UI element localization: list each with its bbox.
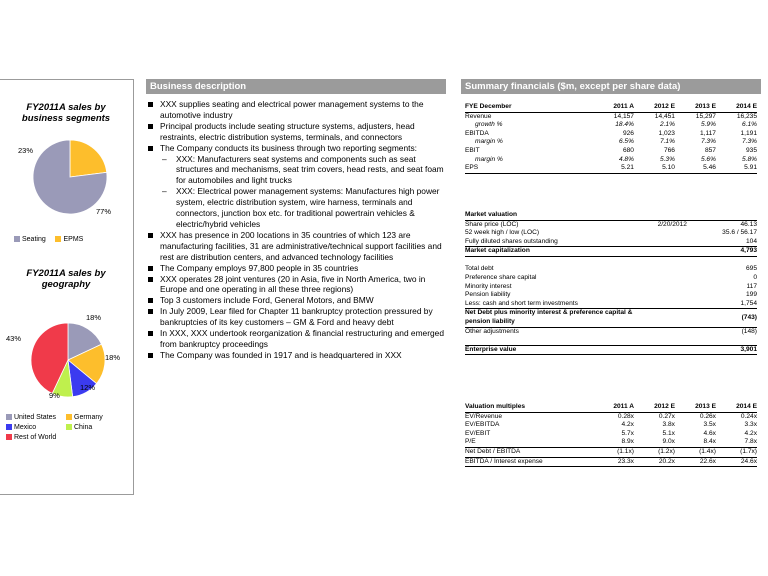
legend-item-us (6, 413, 66, 423)
table-row (465, 238, 757, 247)
row-date (646, 265, 687, 274)
cell-value: 926 (622, 129, 634, 137)
cell-value: 5.10 (634, 164, 675, 173)
row-label: Less: cash and short term investments (465, 300, 646, 309)
row-date (646, 291, 687, 300)
row-label (465, 336, 646, 345)
cell-value: 695 (745, 265, 757, 273)
table-row (465, 265, 757, 274)
cell-value: 18.4% (615, 121, 634, 129)
cell-value: 680 (622, 146, 634, 154)
row-label: margin % (475, 138, 503, 146)
cell-value: 1,117 (699, 129, 716, 137)
row-date (646, 309, 687, 327)
pie-label-rest: 43% (6, 334, 22, 343)
cell-value: 6.1% (741, 121, 757, 129)
row-label: Total debt (465, 265, 494, 273)
table-row (465, 430, 757, 439)
cell-value: 117 (746, 282, 757, 290)
row-date (646, 345, 687, 355)
legend-item-rest (6, 434, 56, 441)
table-row (465, 283, 757, 292)
cell-value: 1,191 (740, 129, 757, 137)
row-label: Net Debt / EBITDA (465, 447, 521, 455)
column-header: 2011 A (593, 403, 634, 412)
valuation-multiples-table (465, 403, 757, 467)
cell-value: 14,451 (634, 112, 675, 121)
description-sub-item: – XXX: Manufacturers seat systems and components such as seat structures and mechanisms, seat trim covers, head rests, and seat foam for automobiles and light trucks (146, 154, 446, 187)
sales-charts-panel (0, 79, 134, 495)
table-row (465, 300, 757, 309)
table-row (465, 130, 757, 139)
cell-value: 7.1% (659, 138, 675, 146)
description-item: The Company was founded in 1917 and is headquartered in XXX (146, 350, 446, 361)
cell-value: 3.3x (744, 421, 757, 429)
cell-value: 5.6% (700, 155, 716, 163)
cell-value: 35.6 / 56.17 (722, 229, 757, 237)
pie-label-mexico: 12% (80, 383, 96, 392)
cell-value: 1,754 (687, 300, 757, 309)
pie-label-china: 9% (49, 391, 60, 400)
cell-value: 0 (753, 274, 757, 282)
legend-label: EPMS (63, 236, 84, 243)
pie-label-germany: 18% (105, 353, 121, 362)
cell-value: 2.1% (659, 121, 675, 129)
row-label: Revenue (465, 112, 593, 121)
table-row (465, 447, 757, 457)
table-row (465, 336, 757, 345)
description-item: The Company employs 97,800 people in 35 countries (146, 263, 446, 274)
table-row (465, 147, 757, 156)
cell-value: 4.8% (618, 155, 634, 163)
row-label: Pension liability (465, 291, 511, 299)
row-date (646, 274, 687, 283)
row-label: EBIT (465, 146, 480, 154)
column-header: Valuation multiples (465, 403, 593, 412)
cell-value: (1.7x) (740, 447, 757, 455)
cell-value: 5.91 (716, 164, 757, 173)
legend-item-epms (55, 236, 83, 243)
row-label: P/E (465, 438, 593, 447)
column-header: 2011 A (593, 103, 634, 112)
legend-swatch (14, 236, 20, 242)
cell-value (687, 256, 757, 265)
table-header-row (465, 103, 757, 112)
cell-value: 16,235 (716, 112, 757, 121)
description-sub-item: – XXX: Electrical power management systems: Manufactures high power system, electric distribution system, wire harness, terminals and connectors, junction box etc. for traditional powertrain vehicles & electric/hybrid vehicles (146, 186, 446, 230)
valuation-title-row (465, 211, 757, 220)
description-item: In July 2009, Lear filed for Chapter 11 bankruptcy protection pressured by bankruptcies of its key customers – GM & Ford and heavy debt (146, 306, 446, 328)
cell-value: 3.8x (662, 421, 675, 429)
table-row (465, 256, 757, 265)
legend-item-mexico (6, 423, 66, 433)
cell-value: 46.13 (687, 220, 757, 229)
row-date: 2/20/2012 (646, 220, 687, 229)
table-row (465, 121, 757, 130)
row-label: margin % (475, 155, 503, 163)
row-date (646, 238, 687, 247)
cell-value: 5.3% (659, 155, 675, 163)
cell-value: 8.9x (593, 438, 634, 447)
pie-label-seating: 77% (96, 207, 112, 216)
table-row (465, 457, 757, 467)
geography-chart-title: FY2011A sales by geography (26, 268, 106, 290)
geography-legend (6, 413, 131, 443)
table-row (465, 438, 757, 447)
legend-item-china (66, 424, 92, 431)
market-valuation-table (465, 211, 757, 355)
row-label: EBITDA / Interest expense (465, 457, 593, 467)
cell-value: 4.2x (621, 421, 634, 429)
cell-value: 5.7x (621, 429, 634, 437)
legend-item-germany (66, 414, 103, 421)
column-header: 2013 E (675, 103, 716, 112)
cell-value: 5.21 (593, 164, 634, 173)
table-row (465, 421, 757, 430)
table-row (465, 345, 757, 355)
table-row (465, 112, 757, 121)
description-list (146, 99, 446, 361)
cell-value: 14,157 (593, 112, 634, 121)
legend-swatch (6, 424, 12, 430)
table-row (465, 138, 757, 147)
column-header: 2014 E (716, 103, 757, 112)
description-item: Principal products include seating structure systems, adjusters, head restraints, electric distribution systems, terminals, and connectors (146, 121, 446, 143)
cell-value: 0.26x (675, 412, 716, 421)
summary-financials-table (465, 103, 757, 174)
pie-label-us: 18% (86, 313, 102, 322)
row-label: growth % (475, 121, 503, 129)
row-label: Minority interest (465, 282, 512, 290)
cell-value: 766 (663, 146, 675, 154)
valuation-title: Market valuation (465, 211, 518, 218)
description-item: The Company conducts its business through two reporting segments: (146, 143, 446, 154)
legend-label: Rest of World (14, 434, 57, 441)
description-item: XXX supplies seating and electrical power management systems to the automotive industry (146, 99, 446, 121)
cell-value: (1.2x) (658, 447, 675, 455)
cell-value: 0.27x (634, 412, 675, 421)
cell-value: 8.4x (675, 438, 716, 447)
row-label: EV/EBIT (465, 429, 491, 437)
cell-value: 3.5x (703, 421, 716, 429)
column-header: 2013 E (675, 403, 716, 412)
table-row (465, 229, 757, 238)
cell-value: 6.5% (618, 138, 634, 146)
row-label: EV/Revenue (465, 412, 593, 421)
description-item: XXX has presence in 200 locations in 35 countries of which 123 are manufacturing facilities, 31 are administrative/technical support facilities and rest are distribution centers, and advanced technology facilities (146, 230, 446, 263)
table-row (465, 247, 757, 257)
cell-value (687, 336, 757, 345)
pie-slice-epms (70, 140, 107, 177)
business-description (146, 99, 446, 361)
row-date (646, 336, 687, 345)
cell-value: 24.6x (716, 457, 757, 467)
cell-value: 7.3% (741, 138, 757, 146)
row-label: Market capitalization (465, 247, 646, 257)
legend-label: China (74, 424, 93, 431)
cell-value: 9.0x (634, 438, 675, 447)
column-header: 2012 E (634, 403, 675, 412)
cell-value: 22.6x (675, 457, 716, 467)
pie-label-epms: 23% (18, 146, 34, 155)
row-label: EBITDA (465, 129, 489, 137)
cell-value: 857 (704, 146, 716, 154)
cell-value: 199 (745, 291, 757, 299)
cell-value: 23.3x (593, 457, 634, 467)
business-description-header: Business description (146, 79, 446, 94)
cell-value: 0.24x (716, 412, 757, 421)
cell-value: (148) (741, 327, 757, 335)
cell-value: 4.6x (703, 429, 716, 437)
segments-legend (14, 235, 83, 245)
legend-item-seating (14, 236, 46, 243)
cell-value: 5.1x (662, 429, 675, 437)
legend-swatch (6, 434, 12, 440)
cell-value: 7.3% (700, 138, 716, 146)
description-item: Top 3 customers include Ford, General Motors, and BMW (146, 295, 446, 306)
cell-value: 4.2x (744, 429, 757, 437)
cell-value: (1.1x) (617, 447, 634, 455)
row-label: Other adjustments (465, 327, 519, 335)
row-label: 52 week high / low (LOC) (465, 229, 540, 237)
row-date (646, 229, 687, 238)
table-row (465, 327, 757, 336)
row-label: EV/EBITDA (465, 421, 500, 429)
cell-value: 5.46 (675, 164, 716, 173)
row-label: Net Debt plus minority interest & preference capital & pension liability (465, 309, 646, 327)
row-date (646, 256, 687, 265)
table-row (465, 164, 757, 173)
row-label: EPS (465, 164, 593, 173)
cell-value: 5.9% (700, 121, 716, 129)
row-label: Fully diluted shares outstanding (465, 238, 646, 247)
column-header: FYE December (465, 103, 593, 112)
cell-value: 7.8x (716, 438, 757, 447)
table-row (465, 309, 757, 327)
row-date (646, 300, 687, 309)
cell-value: 1,023 (658, 129, 675, 137)
legend-swatch (6, 414, 12, 420)
cell-value: 3,901 (687, 345, 757, 355)
cell-value: 15,297 (675, 112, 716, 121)
row-label: Share price (LOC) (465, 220, 646, 229)
summary-financials-header: Summary financials ($m, except per share data) (461, 79, 761, 94)
description-item: In XXX, XXX undertook reorganization & financial restructuring and emerged from bankruptcy proceedings (146, 328, 446, 350)
table-row (465, 274, 757, 283)
description-item: XXX operates 28 joint ventures (20 in Asia, five in North America, two in Europe and one operating in all these three regions) (146, 274, 446, 296)
cell-value: (1.4x) (699, 447, 716, 455)
row-label: Enterprise value (465, 345, 646, 355)
cell-value: (743) (687, 309, 757, 327)
row-label (465, 256, 646, 265)
row-date (646, 327, 687, 336)
legend-swatch (66, 414, 72, 420)
cell-value: 0.28x (593, 412, 634, 421)
row-date (646, 247, 687, 257)
cell-value: 104 (687, 238, 757, 247)
row-date (646, 283, 687, 292)
table-row (465, 220, 757, 229)
legend-label: Seating (22, 236, 46, 243)
column-header: 2014 E (716, 403, 757, 412)
legend-label: Germany (74, 414, 103, 421)
table-row (465, 291, 757, 300)
legend-label: Mexico (14, 424, 37, 431)
table-row (465, 156, 757, 165)
column-header: 2012 E (634, 103, 675, 112)
cell-value: 20.2x (634, 457, 675, 467)
cell-value: 4,793 (687, 247, 757, 257)
segments-chart-title: FY2011A sales by business segments (21, 102, 111, 124)
legend-label: United States (14, 414, 57, 421)
legend-swatch (66, 424, 72, 430)
cell-value: 935 (745, 146, 757, 154)
row-label: Preference share capital (465, 274, 537, 282)
cell-value: 5.8% (741, 155, 757, 163)
legend-swatch (55, 236, 61, 242)
table-row (465, 412, 757, 421)
table-header-row (465, 403, 757, 412)
